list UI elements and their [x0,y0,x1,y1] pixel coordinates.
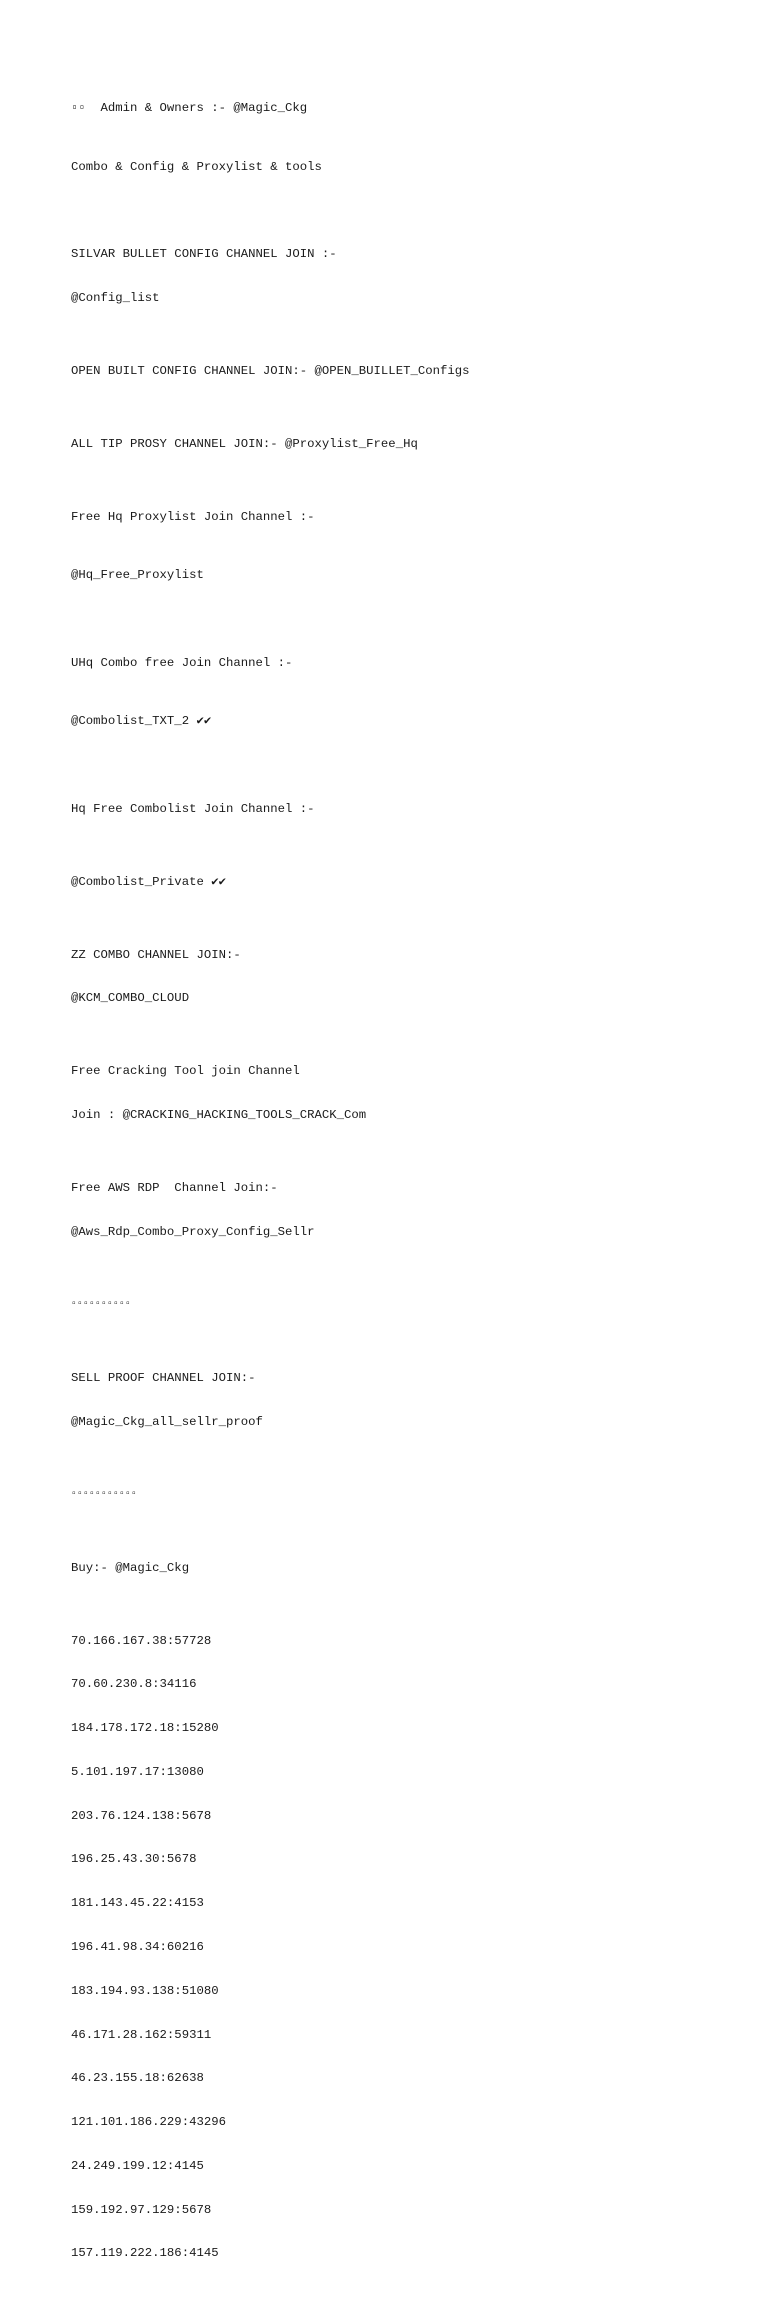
proxy-item: 70.166.167.38:57728 [71,1633,212,1648]
proxy-item: 24.249.199.12:4145 [71,2158,204,2173]
uhq-handle: @Combolist_TXT_2 ✔✔ [71,714,212,729]
hq-free-title: Hq Free Combolist Join Channel :- [71,801,315,816]
proxy-item: 184.178.172.18:15280 [71,1721,219,1736]
sell-proof-title: SELL PROOF CHANNEL JOIN:- [71,1370,256,1385]
all-tip-line: ALL TIP PROSY CHANNEL JOIN:- @Proxylist_Free_Hq [71,436,418,451]
proxy-list [71,1604,751,2290]
divider-boxes-2: ▫▫▫▫▫▫▫▫▫▫▫ [71,1488,138,1500]
proxy-item: 46.23.155.18:62638 [71,2071,204,2086]
admin-owners-line: ▫▫ Admin & Owners :- @Magic_Ckg [71,101,308,116]
uhq-title: UHq Combo free Join Channel :- [71,655,293,670]
buy-label: Buy:- @Magic_Ckg [71,1560,190,1575]
proxy-item: 5.101.197.17:13080 [71,1764,204,1779]
proxy-item: 203.76.124.138:5678 [71,1808,212,1823]
open-built-line: OPEN BUILT CONFIG CHANNEL JOIN:- @OPEN_BUILLET_Configs [71,363,470,378]
free-hq-title: Free Hq Proxylist Join Channel :- [71,509,315,524]
cracking-title: Free Cracking Tool join Channel [71,1064,300,1079]
free-hq-handle: @Hq_Free_Proxylist [71,568,204,583]
silvar-title: SILVAR BULLET CONFIG CHANNEL JOIN :- [71,247,337,262]
zz-handle: @KCM_COMBO_CLOUD [71,991,190,1006]
tagline: Combo & Config & Proxylist & tools [71,159,322,174]
document-page [71,72,751,2305]
aws-title: Free AWS RDP Channel Join:- [71,1181,278,1196]
proxy-item: 181.143.45.22:4153 [71,1896,204,1911]
hq-free-handle: @Combolist_Private ✔✔ [71,874,227,889]
proxy-item: 70.60.230.8:34116 [71,1677,197,1692]
proxy-item: 196.41.98.34:60216 [71,1940,204,1954]
proxy-item: 121.101.186.229:43296 [71,2115,226,2130]
proxy-item: 183.194.93.138:51080 [71,1983,219,1998]
proxy-item: 196.25.43.30:5678 [71,1852,197,1867]
divider-boxes-1: ▫▫▫▫▫▫▫▫▫▫ [71,1298,132,1310]
cracking-handle: Join : @CRACKING_HACKING_TOOLS_CRACK_Com [71,1108,367,1123]
silvar-handle: @Config_list [71,290,160,305]
zz-title: ZZ COMBO CHANNEL JOIN:- [71,947,241,962]
proxy-item: 46.171.28.162:59311 [71,2027,212,2042]
sell-proof-handle: @Magic_Ckg_all_sellr_proof [71,1414,263,1429]
proxy-item: 159.192.97.129:5678 [71,2202,212,2217]
proxy-item: 157.119.222.186:4145 [71,2246,219,2261]
aws-handle: @Aws_Rdp_Combo_Proxy_Config_Sellr [71,1224,315,1239]
